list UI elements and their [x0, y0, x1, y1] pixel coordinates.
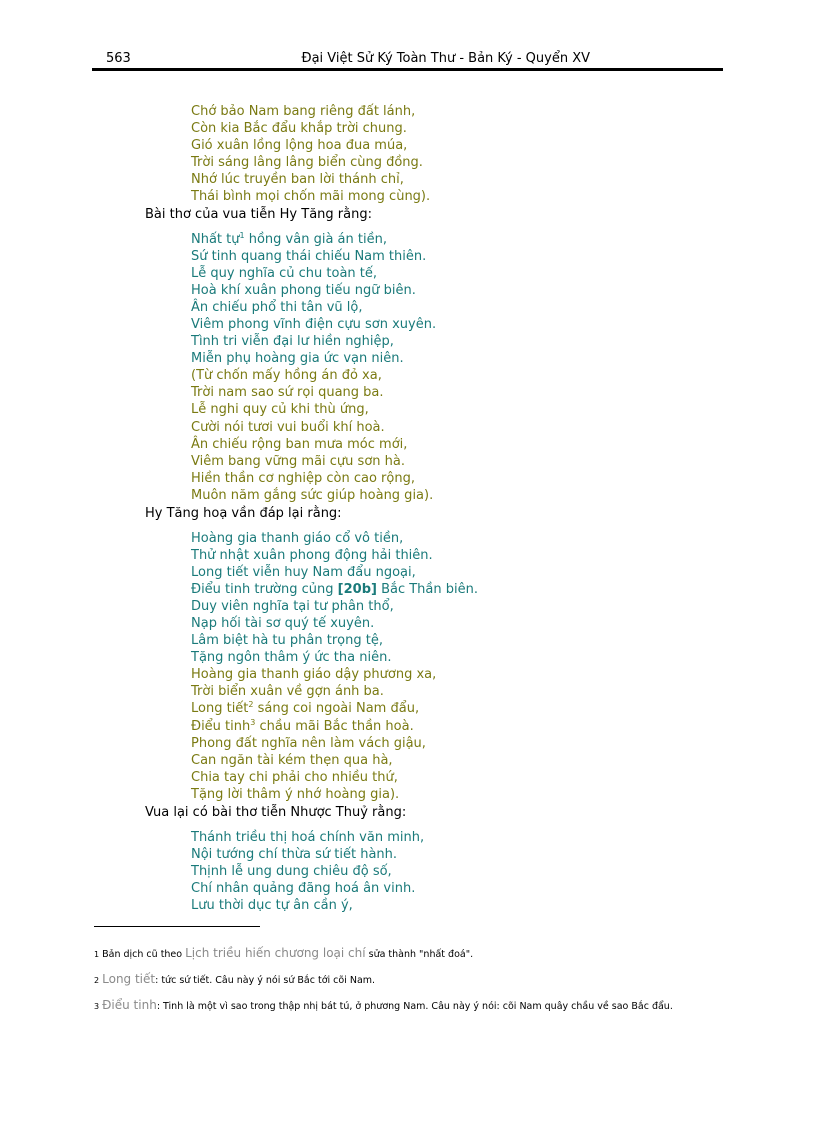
poem-line: Thịnh lễ ung dung chiêu độ số, — [191, 864, 392, 880]
poem-line: Nhớ lúc truyền ban lời thánh chỉ, — [191, 172, 404, 188]
poem-line: Chớ bảo Nam bang riêng đất lánh, — [191, 104, 416, 119]
poem-line: Phong đất nghĩa nên làm vách giậu, — [191, 735, 426, 751]
poem-line: Tình tri viễn đại lư hiền nghiệp, — [191, 334, 394, 350]
poem-line: Ân chiếu rộng ban mưa móc mới, — [191, 436, 408, 452]
footnote-term: Long tiết — [102, 972, 156, 986]
poem-line: Chia tay chi phải cho nhiều thứ, — [191, 769, 398, 785]
poem-line: Lâm biệt hà tu phân trọng tệ, — [191, 633, 383, 649]
page-number: 563 — [106, 51, 131, 66]
intro-poem-b: Bài thơ của vua tiễn Hy Tăng rằng: — [145, 207, 372, 222]
poem-line: Tặng lời thâm ý nhớ hoàng gia). — [191, 786, 400, 802]
footnote-1: 1 Bản dịch cũ theo Lịch triều hiến chương loại chí sửa thành "nhất đoá". — [94, 946, 474, 960]
poem-line: Lễ nghi quy củ khi thù ứng, — [191, 402, 369, 418]
poem-c — [191, 530, 478, 803]
footnote-2: 2 Long tiết: tức sứ tiết. Câu này ý nói sứ Bắc tới cõi Nam. — [94, 972, 376, 986]
poem-line: Can ngăn tài kém thẹn qua hà, — [191, 752, 393, 768]
page-reference: [20b] — [337, 582, 377, 598]
poem-line: (Từ chốn mấy hồng án đỏ xa, — [191, 368, 382, 384]
intro-poem-d: Vua lại có bài thơ tiễn Nhược Thuỷ rằng: — [145, 805, 407, 820]
poem-line: Muôn năm gắng sức giúp hoàng gia). — [191, 487, 434, 503]
poem-b — [191, 231, 436, 504]
poem-line: Ân chiếu phổ thi tân vũ lộ, — [191, 300, 363, 316]
book-title: Đại Việt Sử Ký Toàn Thư - Bản Ký - Quyển XV — [301, 51, 590, 66]
poem-line: Chí nhân quảng đãng hoá ân vinh. — [191, 881, 416, 897]
poem-line: Lưu thời dục tự ân cần ý, — [191, 898, 353, 914]
poem-line: Lễ quy nghĩa củ chu toàn tế, — [191, 266, 378, 282]
poem-line: Trời sáng lâng lâng biển cùng đồng. — [191, 155, 423, 171]
footnote-ref-3: 3 — [250, 717, 256, 727]
poem-line: Miễn phụ hoàng gia ức vạn niên. — [191, 351, 404, 367]
header-rule — [92, 68, 723, 71]
poem-line: Sứ tinh quang thái chiếu Nam thiên. — [191, 249, 427, 265]
poem-line: Trời nam sao sứ rọi quang ba. — [191, 385, 384, 401]
poem-line: Tặng ngôn thâm ý ức tha niên. — [191, 650, 392, 666]
footnote-ref-1: 1 — [239, 231, 245, 240]
poem-line: Gió xuân lồng lộng hoa đua múa, — [191, 138, 408, 154]
footnote-term: Điểu tinh — [102, 998, 157, 1012]
poem-line: Cười nói tươi vui buổi khí hoà. — [191, 419, 385, 435]
poem-d — [191, 829, 424, 914]
poem-line: Nhất tự$^1$ hồng vân già án tiền, — [191, 231, 387, 247]
poem-line: Thái bình mọi chốn mãi mong cùng). — [191, 189, 431, 205]
poem-line: Điểu tinh trường củng [20b] Bắc Thần biên. — [191, 582, 478, 598]
poem-line: Viêm bang vững mãi cựu sơn hà. — [191, 453, 405, 469]
poem-line: Hoàng gia thanh giáo cổ vô tiền, — [191, 531, 404, 546]
footnote-3: 3 Điểu tinh: Tinh là một vì sao trong thập nhị bát tú, ở phương Nam. Câu này ý nói: cõi Nam quây chầu về sao Bắc đẩu. — [94, 998, 673, 1012]
footnote-term: Lịch triều hiến chương loại chí — [185, 946, 366, 960]
poem-line: Hoà khí xuân phong tiếu ngữ biên. — [191, 283, 416, 299]
poem-line: Viêm phong vĩnh điện cựu sơn xuyên. — [191, 317, 437, 333]
poem-line: Thánh triều thị hoá chính văn minh, — [191, 830, 425, 845]
poem-line: Trời biển xuân về gợn ánh ba. — [191, 684, 384, 700]
poem-line: Nội tướng chí thừa sứ tiết hành. — [191, 847, 398, 863]
poem-line: Long tiết$^2$ sáng coi ngoài Nam đẩu, — [191, 700, 420, 717]
poem-line: Hiền thần cơ nghiệp còn cao rộng, — [191, 470, 415, 486]
footnote-rule — [94, 926, 260, 927]
poem-line: Long tiết viễn huy Nam đẩu ngoại, — [191, 565, 416, 581]
poem-line: Thử nhật xuân phong động hải thiên. — [191, 548, 433, 564]
poem-line: Còn kia Bắc đẩu khắp trời chung. — [191, 121, 407, 137]
poem-line: Hoàng gia thanh giáo dậy phương xa, — [191, 667, 437, 683]
poem-line: Nạp hối tài sơ quý tế xuyên. — [191, 616, 375, 632]
intro-poem-c: Hy Tăng hoạ vần đáp lại rằng: — [145, 506, 342, 521]
poem-line: Điểu tinh$^3$ chầu mãi Bắc thần hoà. — [191, 717, 414, 734]
poem-a — [191, 103, 430, 205]
poem-line: Duy viên nghĩa tại tư phân thổ, — [191, 599, 394, 615]
footnote-ref-2: 2 — [248, 700, 254, 710]
